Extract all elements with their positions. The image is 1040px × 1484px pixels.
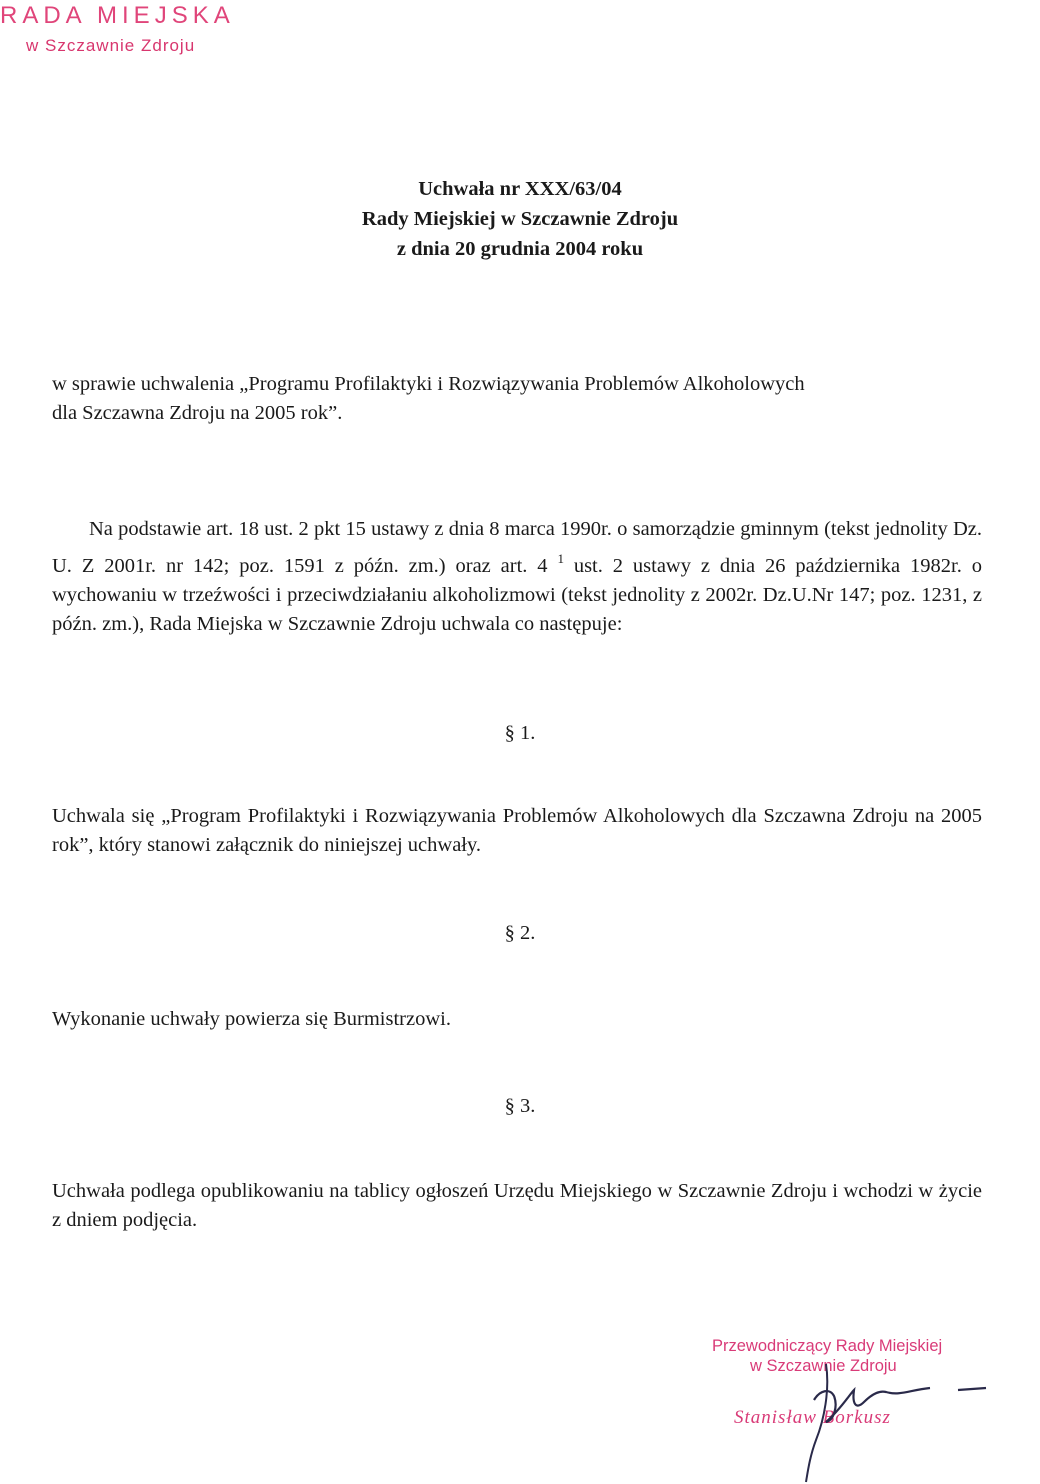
legal-basis-paragraph bbox=[52, 515, 982, 639]
subject-line-2: dla Szczawna Zdroju na 2005 rok”. bbox=[52, 402, 343, 424]
legal-basis-part-1: Na podstawie art. 18 ust. 2 pkt 15 ustawy z dnia 8 marca 1990r. o samorządzie gminnym (tekst jednolity Dz. U. Z 2001r. nr 142; poz. 1591 z późn. zm.) oraz art. 4 bbox=[52, 518, 982, 577]
handwritten-signature bbox=[790, 1360, 1000, 1484]
signature-stroke-loop bbox=[814, 1388, 930, 1422]
chairman-name: Stanisław Borkusz bbox=[734, 1407, 891, 1428]
title-line-1: Uchwała nr XXX/63/04 bbox=[418, 178, 622, 200]
section-2-symbol: § 2. bbox=[504, 922, 536, 944]
section-2-text: Wykonanie uchwały powierza się Burmistrzowi. bbox=[52, 1008, 451, 1030]
section-1-text: Uchwala się „Program Profilaktyki i Rozwiązywania Problemów Alkoholowych dla Szczawna Zdroju na 2005 rok”, który stanowi załącznik do niniejszej uchwały. bbox=[52, 805, 982, 856]
section-3-symbol: § 3. bbox=[504, 1095, 536, 1117]
stamp-line-2: w Szczawnie Zdroju bbox=[26, 36, 196, 55]
chairman-stamp-line-2: w Szczawnie Zdroju bbox=[750, 1357, 897, 1375]
signature-stroke-main bbox=[806, 1364, 827, 1482]
subject-line-1: w sprawie uchwalenia „Programu Profilaktyki i Rozwiązywania Problemów Alkoholowych bbox=[52, 373, 805, 395]
article-superscript: 1 bbox=[557, 551, 564, 566]
title-line-3: z dnia 20 grudnia 2004 roku bbox=[396, 238, 644, 260]
legal-basis-part-2: ust. 2 ustawy z dnia 26 października 1982r. o wychowaniu w trzeźwości i przeciwdziałaniu alkoholizmowi (tekst jednolity z 2002r. Dz.U.Nr 147; poz. 1231, z późn. zm.), Rada Miejska w Szczawnie Zdroju uchwala co następuje: bbox=[52, 555, 982, 635]
chairman-stamp-line-1: Przewodniczący Rady Miejskiej bbox=[712, 1337, 943, 1355]
title-line-2: Rady Miejskiej w Szczawnie Zdroju bbox=[361, 208, 679, 230]
stamp-line-1: RADA MIEJSKA bbox=[0, 2, 235, 29]
section-3-text: Uchwała podlega opublikowaniu na tablicy ogłoszeń Urzędu Miejskiego w Szczawnie Zdroju i wchodzi w życie z dniem podjęcia. bbox=[52, 1180, 982, 1231]
signature-stroke-dash bbox=[958, 1388, 986, 1390]
resolution-subject bbox=[52, 370, 992, 428]
section-1-symbol: § 1. bbox=[504, 722, 536, 744]
resolution-title bbox=[0, 174, 1040, 264]
